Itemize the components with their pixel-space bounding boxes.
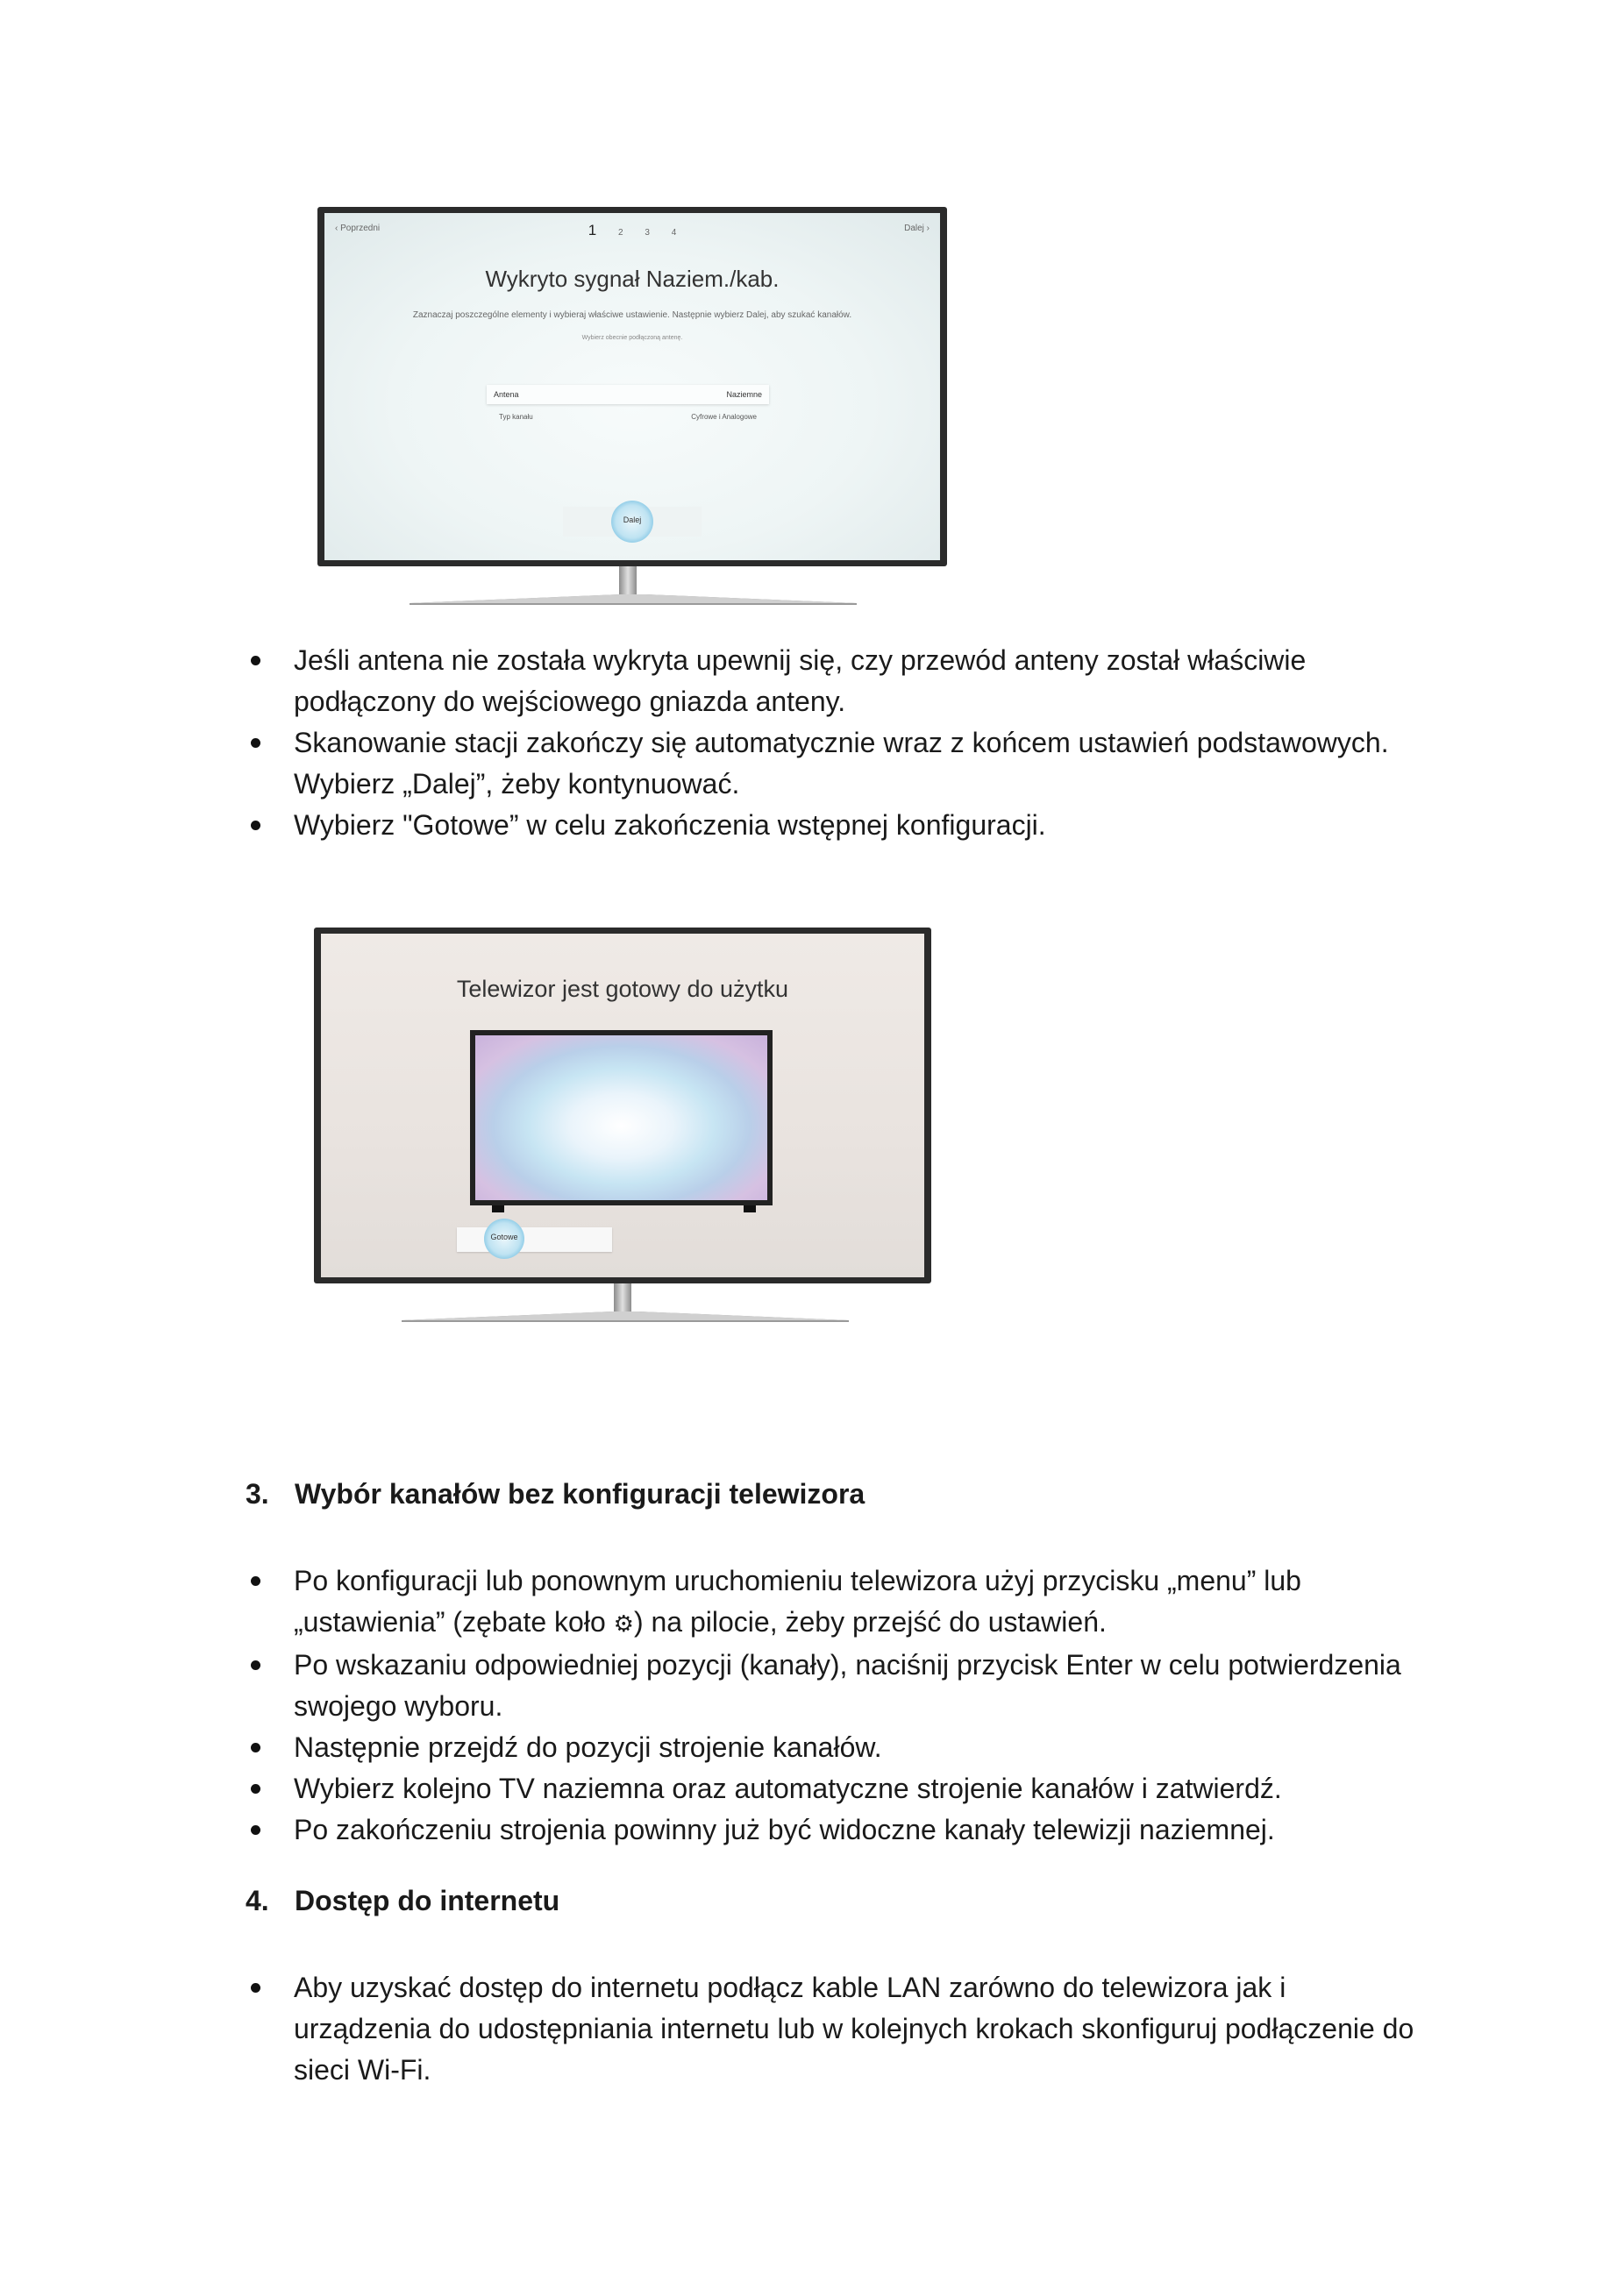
channel-type-row[interactable] [487, 411, 769, 425]
mini-tv-leg [492, 1205, 504, 1212]
list-item-text: Następnie przejdź do pozycji strojenie kanałów. [294, 1731, 882, 1763]
tv-screen [324, 213, 940, 560]
section-number: 4. [246, 1885, 269, 1916]
list-item-text: Po zakończeniu strojenia powinny już być widoczne kanały telewizji naziemnej. [294, 1814, 1275, 1845]
screen-title: Wykryto sygnał Naziem./kab. [485, 266, 780, 292]
dalej-button[interactable] [611, 501, 653, 543]
bullet-icon [251, 1743, 260, 1752]
section-number: 3. [246, 1478, 269, 1510]
list-item-text: Wybierz "Gotowe” w celu zakończenia wstępnej konfiguracji. [294, 809, 1046, 841]
bullet-icon [251, 656, 260, 665]
tv-screenshot-ready [314, 928, 931, 1340]
list-item-text: Jeśli antena nie została wykryta upewnij się, czy przewód anteny został właściwie podłączony do wejściowego gniazda anteny. [294, 644, 1307, 717]
list-item [246, 1645, 1429, 1727]
list-item-text: Po wskazaniu odpowiedniej pozycji (kanały), naciśnij przycisk Enter w celu potwierdzenia swojego wyboru. [294, 1649, 1401, 1722]
screen-description: Zaznaczaj poszczególne elementy i wybieraj właściwe ustawienie. Następnie wybierz Dalej, aby szukać kanałów. [412, 310, 852, 320]
next-label: Dalej [904, 224, 924, 233]
antenna-label: Antena [494, 390, 519, 399]
list-item [246, 1967, 1429, 2091]
screen-subnote: Wybierz obecnie podłączoną antenę. [581, 335, 683, 341]
next-button[interactable]: Dalej › [904, 224, 930, 233]
setup-nav [324, 224, 940, 238]
tv-screenshot-signal-detected [317, 207, 947, 619]
bullet-icon [251, 1784, 260, 1794]
step-1: 1 [588, 222, 597, 238]
screen-title: Telewizor jest gotowy do użytku [456, 976, 789, 1002]
bullet-icon [251, 1983, 260, 1993]
bullet-list-channels [246, 1560, 1429, 1851]
bullet-icon [251, 738, 260, 748]
antenna-row[interactable] [487, 385, 769, 404]
section-title: Dostęp do internetu [295, 1885, 560, 1916]
list-item-text: Wybierz kolejno TV naziemna oraz automatyczne strojenie kanałów i zatwierdź. [294, 1773, 1282, 1804]
channel-type-value: Cyfrowe i Analogowe [691, 413, 757, 421]
bullet-list-setup [246, 640, 1429, 846]
mini-tv-leg [744, 1205, 756, 1212]
previous-label: Poprzedni [340, 224, 381, 233]
list-item [246, 1768, 1429, 1809]
mini-tv-screen [475, 1035, 767, 1200]
bullet-icon [251, 821, 260, 830]
list-item-text: Po konfiguracji lub ponownym uruchomieniu telewizora użyj przycisku „menu” lub „ustawienia” (zębate koło [294, 1565, 1301, 1638]
dalej-button-label: Dalej [623, 515, 642, 524]
bullet-list-internet [246, 1967, 1429, 2091]
tv-stand-base [402, 1310, 849, 1322]
mini-tv-illustration [470, 1030, 773, 1205]
list-item-text: ) na pilocie, żeby przejść do ustawień. [633, 1606, 1107, 1638]
step-3: 3 [645, 228, 650, 238]
section-title: Wybór kanałów bez konfiguracji telewizora [295, 1478, 865, 1510]
bullet-icon [251, 1660, 260, 1670]
gear-icon: ⚙ [613, 1610, 634, 1637]
list-item [246, 640, 1429, 722]
tv-stand-base [410, 593, 857, 605]
list-item [246, 722, 1429, 805]
list-item [246, 805, 1429, 846]
tv-bezel [314, 928, 931, 1283]
step-2: 2 [618, 228, 623, 238]
list-item-text: Skanowanie stacji zakończy się automatycznie wraz z końcem ustawień podstawowych. Wybierz „Dalej”, żeby kontynuować. [294, 727, 1389, 800]
section-3-heading [246, 1476, 865, 1511]
antenna-value: Naziemne [726, 390, 762, 399]
list-item [246, 1809, 1429, 1851]
list-item [246, 1727, 1429, 1768]
channel-type-label: Typ kanału [499, 413, 533, 421]
gotowe-button-label: Gotowe [490, 1233, 518, 1241]
tv-bezel [317, 207, 947, 566]
previous-button[interactable]: ‹ Poprzedni [335, 224, 381, 233]
step-indicator [324, 222, 940, 239]
button-bar [457, 1227, 612, 1252]
bullet-icon [251, 1576, 260, 1586]
list-item-text: Aby uzyskać dostęp do internetu podłącz kable LAN zarówno do telewizora jak i urządzenia do udostępniania internetu lub w kolejnych krokach skonfiguruj podłączenie do sieci Wi-Fi. [294, 1972, 1414, 2086]
gotowe-button[interactable] [484, 1219, 524, 1259]
step-4: 4 [671, 228, 677, 238]
list-item [246, 1560, 1429, 1645]
section-4-heading [246, 1883, 559, 1918]
bullet-icon [251, 1825, 260, 1835]
tv-screen [321, 934, 924, 1277]
